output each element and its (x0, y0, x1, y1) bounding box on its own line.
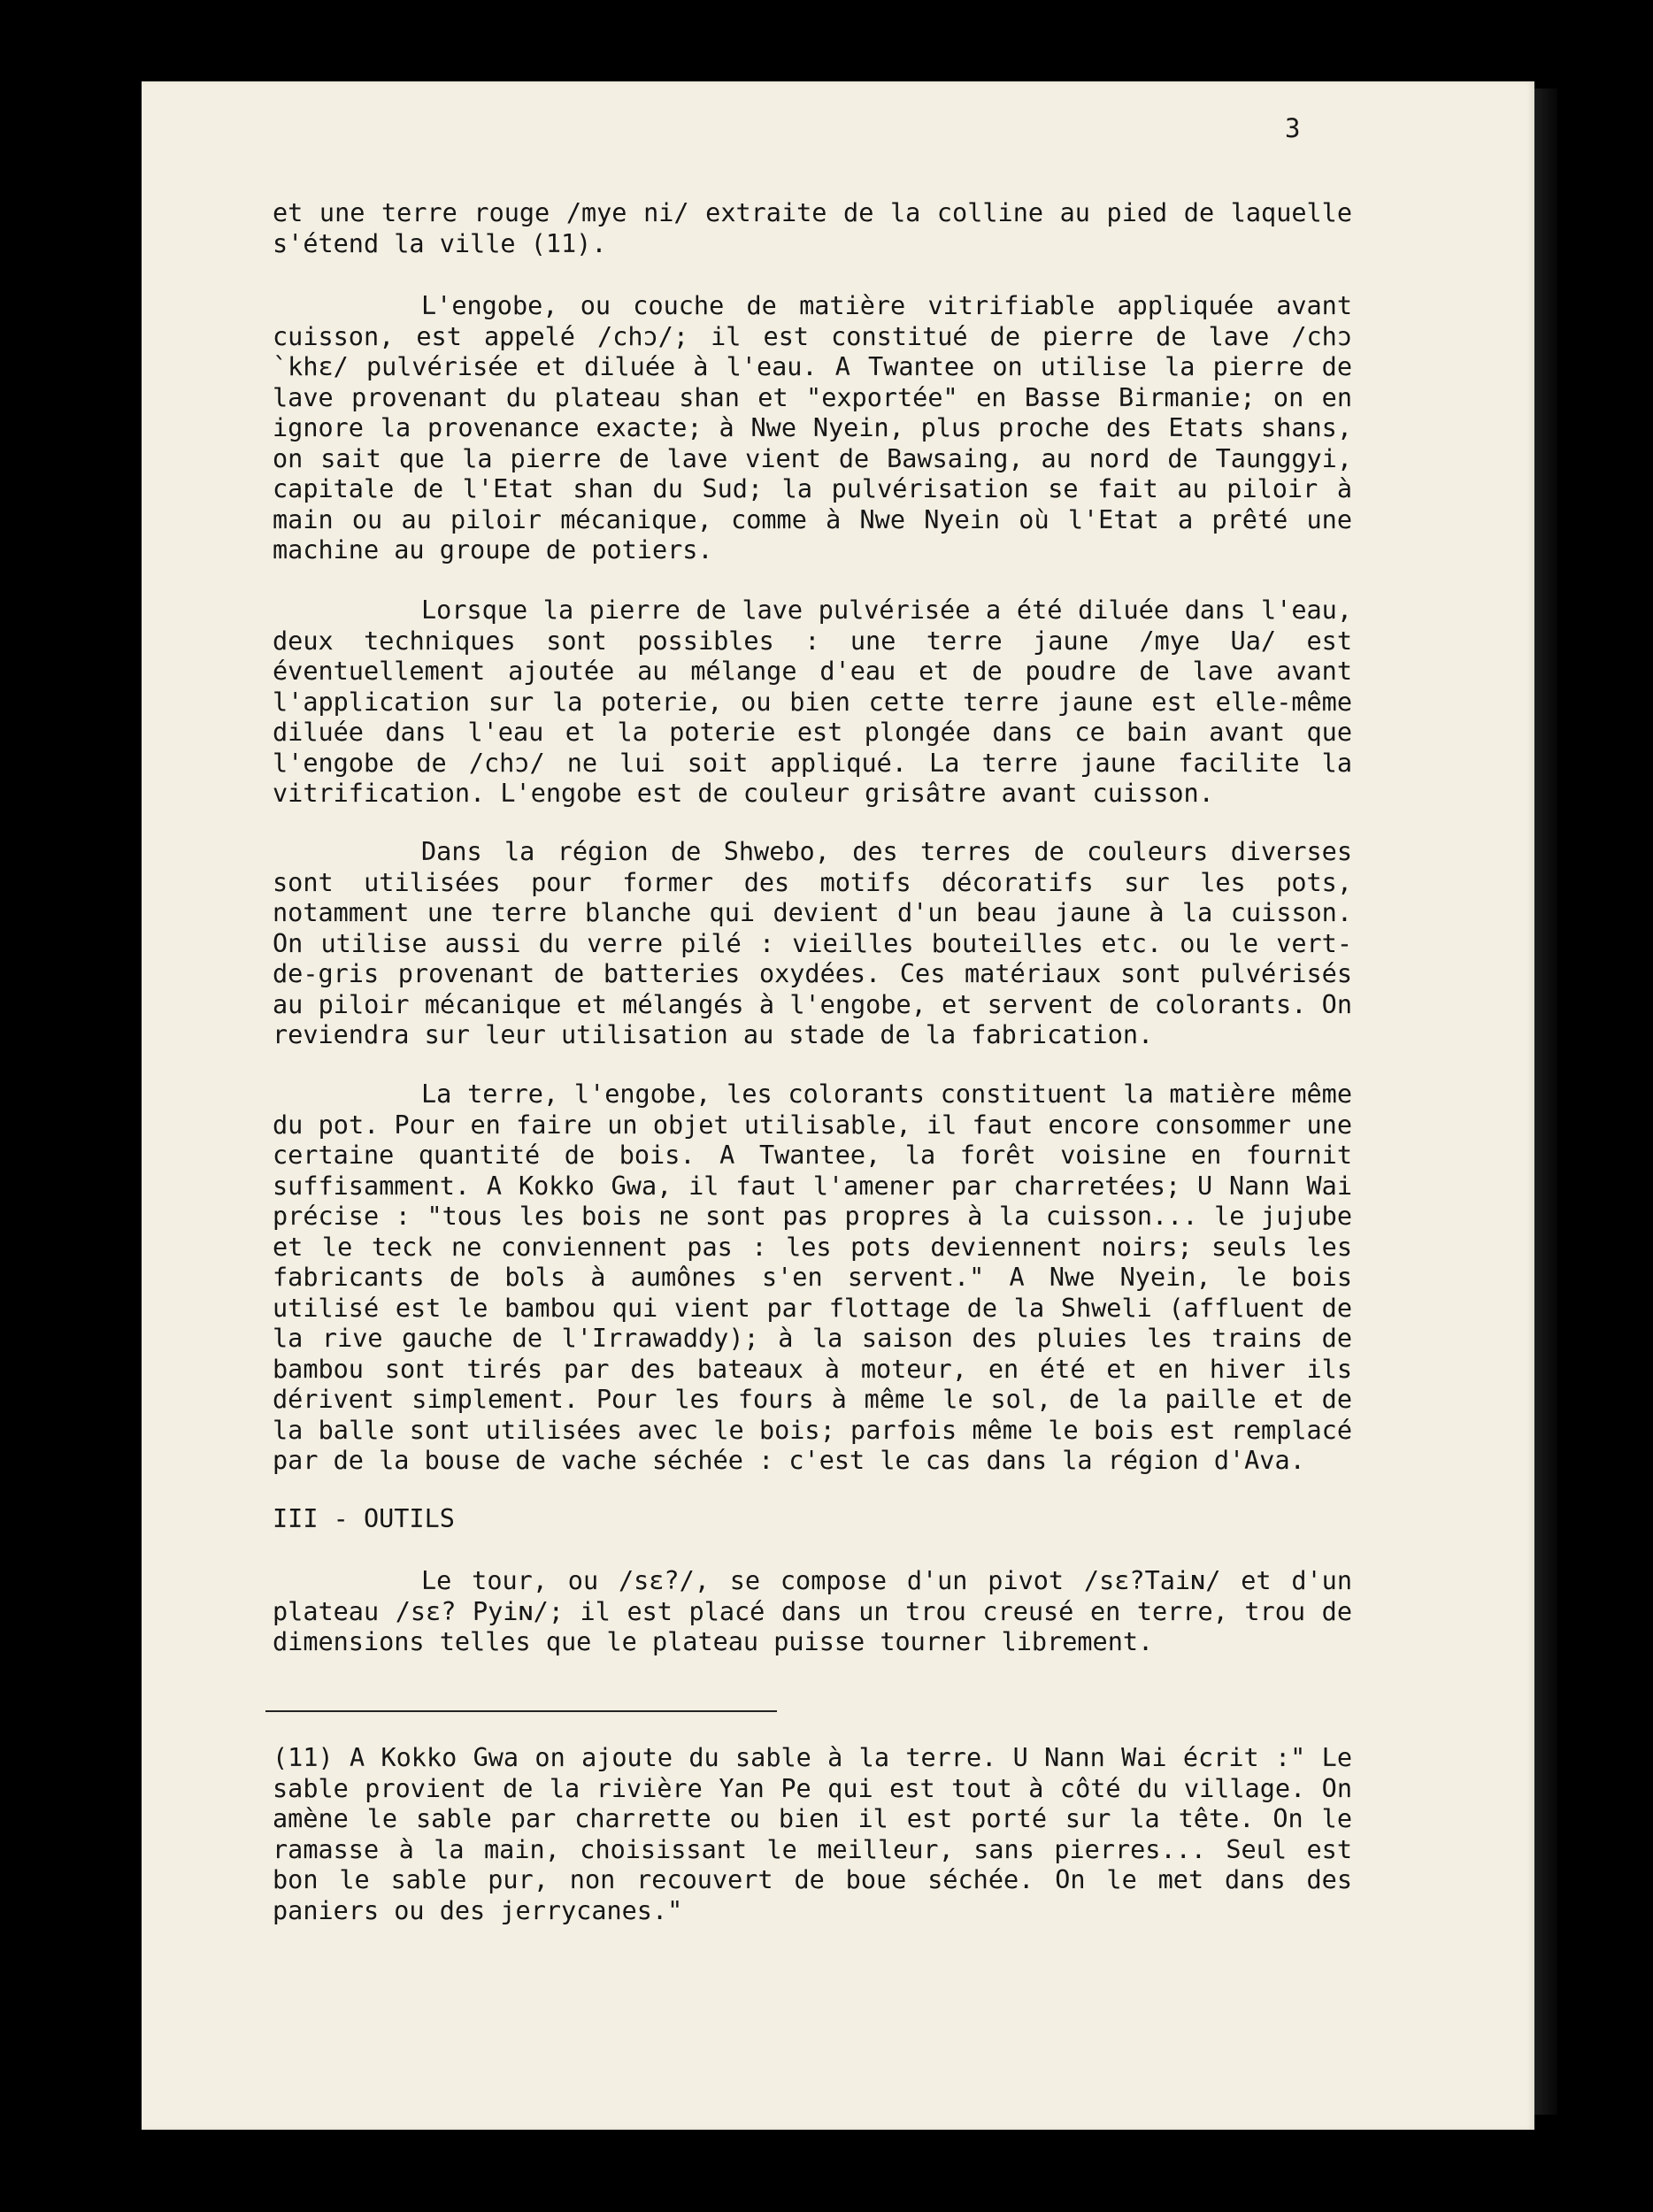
paragraph-lava-techniques: Lorsque la pierre de lave pulvérisée a été diluée dans l'eau, deux techniques sont possibles : une terre jaune /mye Ua/ est éventuellement ajoutée au mélange d'eau et de poudre de lave avant l'application sur la poterie, ou bien cette terre jaune est elle-même diluée dans l'eau et la poterie est plongée dans ce bain avant que l'engobe de /chɔ/ ne lui soit appliqué. La terre jaune facilite la vitrification. L'engobe est de couleur grisâtre avant cuisson. (273, 595, 1352, 808)
page-number: 3 (1285, 113, 1301, 143)
footnote-divider (265, 1710, 777, 1712)
paragraph-continuation: et une terre rouge /mye ni/ extraite de la colline au pied de laquelle s'étend la ville (11). (273, 198, 1352, 258)
page-edge (1534, 88, 1557, 2115)
footnote: (11) A Kokko Gwa on ajoute du sable à la terre. U Nann Wai écrit :" Le sable provient de la rivière Yan Pe qui est tout à côté du village. On amène le sable par charrette ou bien il est porté sur la tête. On le ramasse à la main, choisissant le meilleur, sans pierres... Seul est bon le sable pur, non recouvert de boue séchée. On le met dans des paniers ou des jerrycanes." (273, 1743, 1352, 1925)
paragraph-wood-fuel: La terre, l'engobe, les colorants constituent la matière même du pot. Pour en faire un objet utilisable, il faut encore consommer une certaine quantité de bois. A Twantee, la forêt voisine en fournit suffisamment. A Kokko Gwa, il faut l'amener par charretées; U Nann Wai précise : "tous les bois ne sont pas propres à la cuisson... le jujube et le teck ne conviennent pas : les pots deviennent noirs; seuls les fabricants de bols à aumônes s'en servent." A Nwe Nyein, le bois utilisé est le bambou qui vient par flottage de la Shweli (affluent de la rive gauche de l'Irrawaddy); à la saison des pluies les trains de bambou sont tirés par des bateaux à moteur, en été et en hiver ils dérivent simplement. Pour les fours à même le sol, de la paille et de la balle sont utilisées avec le bois; parfois même le bois est remplacé par de la bouse de vache séchée : c'est le cas dans la région d'Ava. (273, 1079, 1352, 1475)
paragraph-shwebo-colorants: Dans la région de Shwebo, des terres de couleurs diverses sont utilisées pour former des motifs décoratifs sur les pots, notamment une terre blanche qui devient d'un beau jaune à la cuisson. On utilise aussi du verre pilé : vieilles bouteilles etc. ou le vert-de-gris provenant de batteries oxydées. Ces matériaux sont pulvérisés au piloir mécanique et mélangés à l'engobe, et servent de colorants. On reviendra sur leur utilisation au stade de la fabrication. (273, 837, 1352, 1049)
paragraph-engobe: L'engobe, ou couche de matière vitrifiable appliquée avant cuisson, est appelé /chɔ/; il est constitué de pierre de lave /chɔ `khɛ/ pulvérisée et diluée à l'eau. A Twantee on utilise la pierre de lave provenant du plateau shan et "exportée" en Basse Birmanie; on en ignore la provenance exacte; à Nwe Nyein, plus proche des Etats shans, on sait que la pierre de lave vient de Bawsaing, au nord de Taunggyi, capitale de l'Etat shan du Sud; la pulvérisation se fait au piloir à main ou au piloir mécanique, comme à Nwe Nyein où l'Etat a prêté une machine au groupe de potiers. (273, 291, 1352, 565)
paragraph-wheel: Le tour, ou /sɛ?/, se compose d'un pivot /sɛ?Taiɴ/ et d'un plateau /sɛ? Pyiɴ/; il est placé dans un trou creusé en terre, trou de dimensions telles que le plateau puisse tourner librement. (273, 1566, 1352, 1656)
section-heading: III - OUTILS (273, 1504, 455, 1533)
